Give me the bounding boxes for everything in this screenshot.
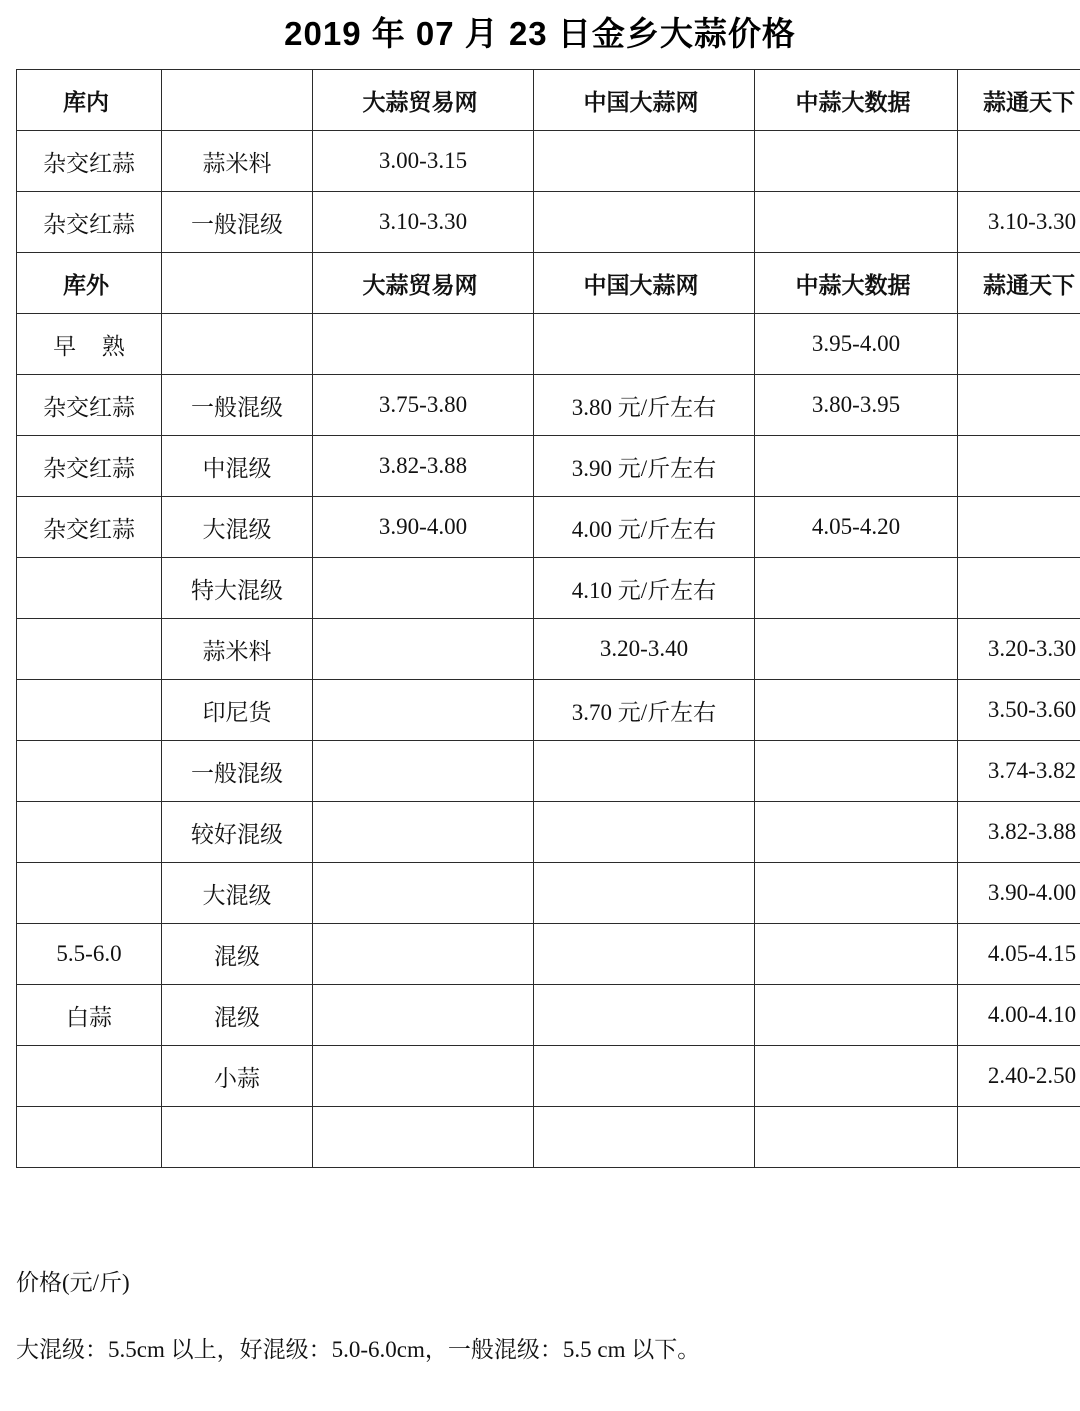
cell-price-zhongguo-dasuanwang: 4.10 元/斤左右 (534, 558, 755, 619)
table-row (17, 558, 1080, 619)
cell-price-suantong-tianxia (958, 497, 1080, 558)
cell-price-zhongguo-dasuanwang: 3.70 元/斤左右 (534, 680, 755, 741)
cell-price-dasuan-maoyiwang (313, 619, 534, 680)
cell-category: 杂交红蒜 (17, 131, 162, 192)
table-row (17, 497, 1080, 558)
cell-price-suantong-tianxia: 4.05-4.15 (958, 924, 1080, 985)
table-row-section-header-outdoor (17, 253, 1080, 314)
column-header-suantong-tianxia: 蒜通天下 (958, 253, 1080, 314)
table-row (17, 131, 1080, 192)
cell-grade: 混级 (162, 985, 313, 1046)
table-row (17, 619, 1080, 680)
table-row (17, 924, 1080, 985)
cell-price-zhongsuan-dashuju (755, 558, 958, 619)
cell-grade: 大混级 (162, 863, 313, 924)
column-header-zhongsuan-dashuju: 中蒜大数据 (755, 253, 958, 314)
cell-category: 杂交红蒜 (17, 497, 162, 558)
cell-price-dasuan-maoyiwang (313, 863, 534, 924)
cell-price-suantong-tianxia (958, 436, 1080, 497)
cell-price-zhongsuan-dashuju: 4.05-4.20 (755, 497, 958, 558)
cell-price-suantong-tianxia (958, 375, 1080, 436)
cell-category (17, 1107, 162, 1168)
cell-price-zhongguo-dasuanwang (534, 1107, 755, 1168)
cell-price-zhongguo-dasuanwang (534, 192, 755, 253)
cell-grade (162, 1107, 313, 1168)
garlic-price-table (16, 69, 1080, 1168)
cell-price-zhongguo-dasuanwang: 3.20-3.40 (534, 619, 755, 680)
table-row (17, 985, 1080, 1046)
table-row (17, 680, 1080, 741)
cell-price-zhongguo-dasuanwang (534, 985, 755, 1046)
section-label-outdoor: 库外 (17, 253, 162, 314)
cell-category-text: 早 熟 (53, 333, 135, 359)
column-header-suantong-tianxia: 蒜通天下 (958, 70, 1080, 131)
column-header-zhongguo-dasuanwang: 中国大蒜网 (534, 253, 755, 314)
cell-grade: 一般混级 (162, 741, 313, 802)
cell-price-zhongsuan-dashuju (755, 802, 958, 863)
cell-price-suantong-tianxia: 3.90-4.00 (958, 863, 1080, 924)
cell-category (17, 863, 162, 924)
table-row (17, 802, 1080, 863)
cell-grade: 蒜米料 (162, 619, 313, 680)
cell-price-zhongsuan-dashuju (755, 741, 958, 802)
cell-category: 杂交红蒜 (17, 436, 162, 497)
table-row (17, 436, 1080, 497)
cell-category (17, 619, 162, 680)
cell-category: 杂交红蒜 (17, 375, 162, 436)
cell-category (17, 1046, 162, 1107)
cell-price-suantong-tianxia (958, 314, 1080, 375)
table-row (17, 863, 1080, 924)
cell-grade: 蒜米料 (162, 131, 313, 192)
cell-price-dasuan-maoyiwang (313, 802, 534, 863)
column-header-dasuan-maoyiwang: 大蒜贸易网 (313, 70, 534, 131)
cell-price-zhongsuan-dashuju (755, 192, 958, 253)
cell-price-dasuan-maoyiwang (313, 1046, 534, 1107)
cell-price-zhongsuan-dashuju (755, 1046, 958, 1107)
cell-price-suantong-tianxia (958, 558, 1080, 619)
cell-price-zhongguo-dasuanwang: 3.90 元/斤左右 (534, 436, 755, 497)
cell-category: 5.5-6.0 (17, 924, 162, 985)
cell-category: 白蒜 (17, 985, 162, 1046)
cell-price-zhongsuan-dashuju (755, 863, 958, 924)
cell-price-dasuan-maoyiwang (313, 558, 534, 619)
cell-price-dasuan-maoyiwang: 3.10-3.30 (313, 192, 534, 253)
cell-price-suantong-tianxia: 3.10-3.30 (958, 192, 1080, 253)
cell-price-dasuan-maoyiwang: 3.75-3.80 (313, 375, 534, 436)
section-label-indoor: 库内 (17, 70, 162, 131)
cell-price-zhongguo-dasuanwang (534, 131, 755, 192)
cell-price-dasuan-maoyiwang: 3.82-3.88 (313, 436, 534, 497)
footnote-grade-definition: 大混级：5.5cm 以上，好混级：5.0-6.0cm，一般混级：5.5 cm 以下。 (16, 1337, 701, 1362)
cell-grade: 大混级 (162, 497, 313, 558)
cell-price-zhongguo-dasuanwang (534, 741, 755, 802)
table-row (17, 1107, 1080, 1168)
column-header-dasuan-maoyiwang: 大蒜贸易网 (313, 253, 534, 314)
cell-category (17, 802, 162, 863)
cell-price-dasuan-maoyiwang: 3.00-3.15 (313, 131, 534, 192)
footnote-unit: 价格(元/斤) (16, 1270, 130, 1295)
cell-price-suantong-tianxia: 3.50-3.60 (958, 680, 1080, 741)
cell-price-zhongguo-dasuanwang: 4.00 元/斤左右 (534, 497, 755, 558)
table-row (17, 192, 1080, 253)
table-row (17, 375, 1080, 436)
cell-grade: 一般混级 (162, 192, 313, 253)
cell-price-zhongguo-dasuanwang (534, 314, 755, 375)
cell-price-zhongsuan-dashuju: 3.95-4.00 (755, 314, 958, 375)
cell-category (17, 558, 162, 619)
page-title: 2019 年 07 月 23 日金乡大蒜价格 (284, 15, 796, 52)
cell-price-zhongguo-dasuanwang (534, 924, 755, 985)
cell-price-zhongguo-dasuanwang (534, 1046, 755, 1107)
footnotes (16, 1168, 1064, 1364)
cell-price-suantong-tianxia (958, 1107, 1080, 1168)
cell-grade: 一般混级 (162, 375, 313, 436)
cell-grade: 较好混级 (162, 802, 313, 863)
table-row-section-header-indoor (17, 70, 1080, 131)
cell-price-zhongsuan-dashuju (755, 680, 958, 741)
section-cell-blank (162, 253, 313, 314)
cell-price-suantong-tianxia (958, 131, 1080, 192)
cell-grade: 特大混级 (162, 558, 313, 619)
table-row (17, 1046, 1080, 1107)
cell-grade: 混级 (162, 924, 313, 985)
cell-price-zhongsuan-dashuju (755, 619, 958, 680)
cell-category (17, 314, 162, 375)
cell-price-suantong-tianxia: 4.00-4.10 (958, 985, 1080, 1046)
cell-grade (162, 314, 313, 375)
cell-price-suantong-tianxia: 3.74-3.82 (958, 741, 1080, 802)
cell-price-dasuan-maoyiwang (313, 1107, 534, 1168)
cell-price-zhongsuan-dashuju (755, 1107, 958, 1168)
cell-price-zhongsuan-dashuju: 3.80-3.95 (755, 375, 958, 436)
cell-grade: 印尼货 (162, 680, 313, 741)
cell-category (17, 680, 162, 741)
cell-grade: 小蒜 (162, 1046, 313, 1107)
cell-price-dasuan-maoyiwang (313, 924, 534, 985)
cell-price-dasuan-maoyiwang: 3.90-4.00 (313, 497, 534, 558)
cell-price-zhongsuan-dashuju (755, 985, 958, 1046)
cell-price-dasuan-maoyiwang (313, 741, 534, 802)
cell-price-zhongguo-dasuanwang (534, 802, 755, 863)
column-header-zhongsuan-dashuju: 中蒜大数据 (755, 70, 958, 131)
cell-price-dasuan-maoyiwang (313, 985, 534, 1046)
cell-category: 杂交红蒜 (17, 192, 162, 253)
column-header-zhongguo-dasuanwang: 中国大蒜网 (534, 70, 755, 131)
cell-price-zhongsuan-dashuju (755, 131, 958, 192)
cell-grade: 中混级 (162, 436, 313, 497)
cell-price-zhongguo-dasuanwang: 3.80 元/斤左右 (534, 375, 755, 436)
section-cell-blank (162, 70, 313, 131)
cell-price-suantong-tianxia: 3.82-3.88 (958, 802, 1080, 863)
cell-price-suantong-tianxia: 3.20-3.30 (958, 619, 1080, 680)
cell-price-dasuan-maoyiwang (313, 314, 534, 375)
cell-price-zhongguo-dasuanwang (534, 863, 755, 924)
cell-price-suantong-tianxia: 2.40-2.50 (958, 1046, 1080, 1107)
table-row (17, 314, 1080, 375)
cell-price-zhongsuan-dashuju (755, 436, 958, 497)
table-row (17, 741, 1080, 802)
cell-price-dasuan-maoyiwang (313, 680, 534, 741)
cell-price-zhongsuan-dashuju (755, 924, 958, 985)
cell-category (17, 741, 162, 802)
